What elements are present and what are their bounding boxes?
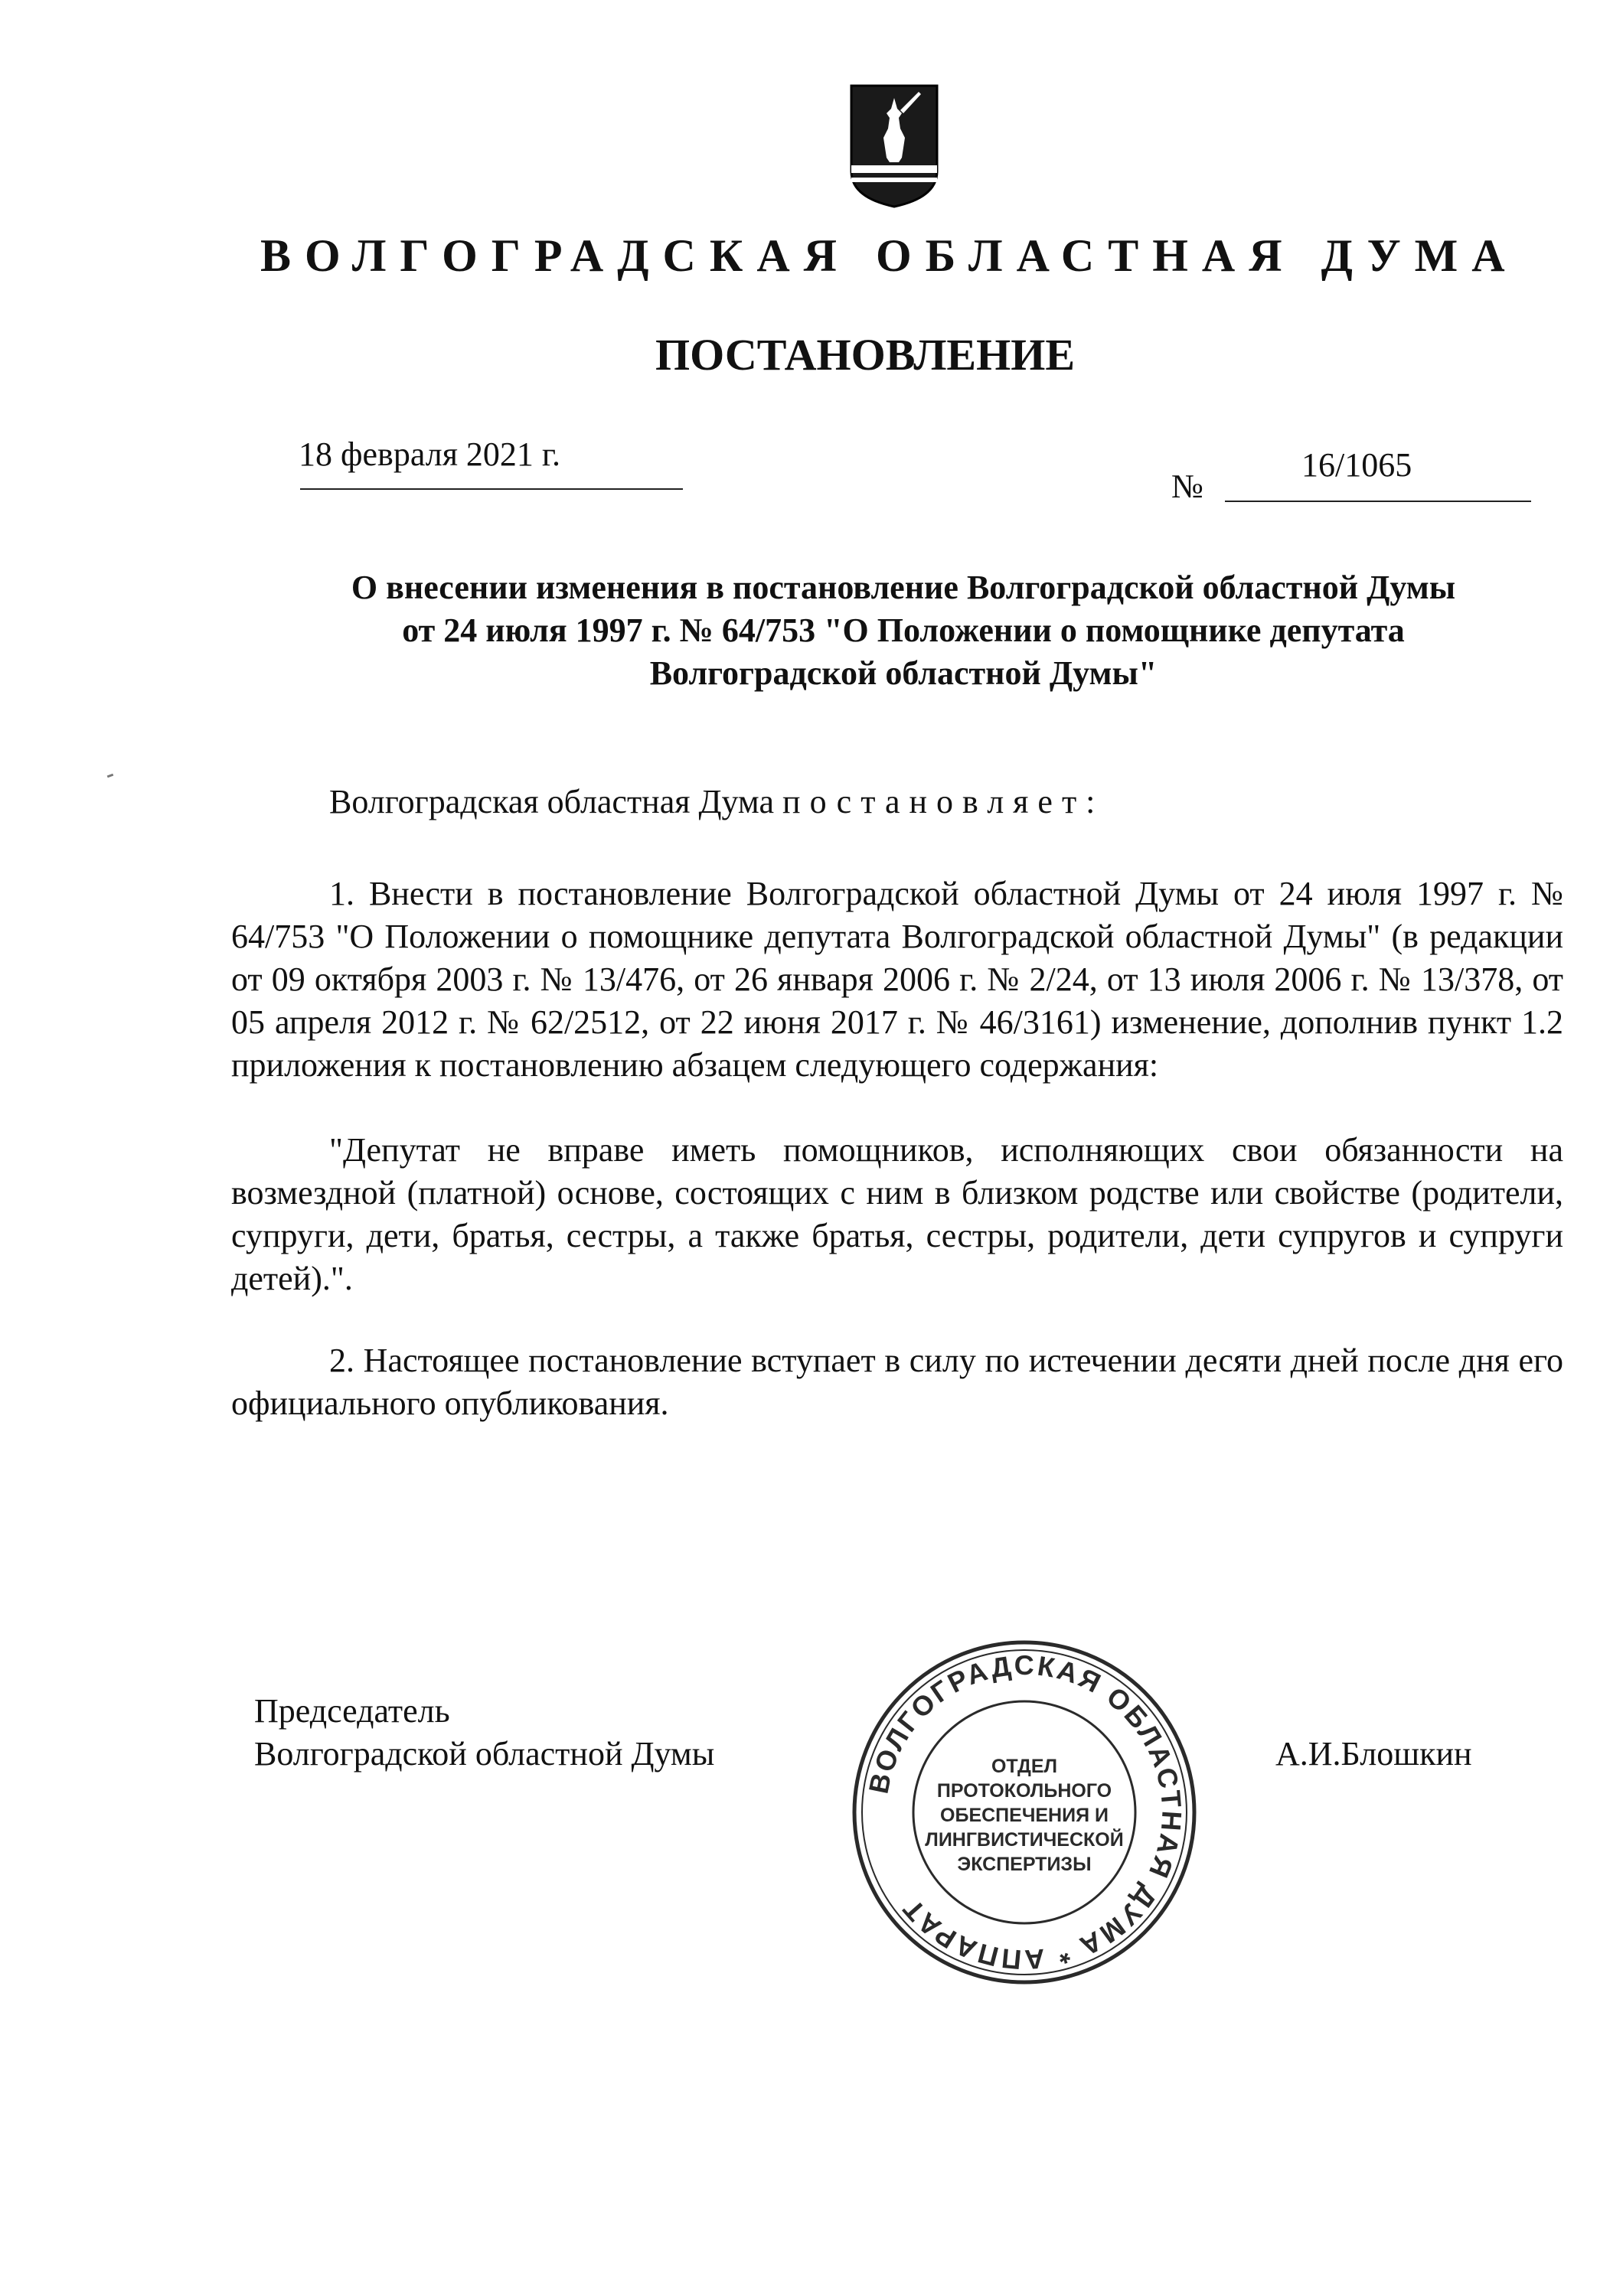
stamp-center-line-1: ОТДЕЛ [991, 1756, 1058, 1777]
signatory-title-line-2: Волгоградской областной Думы [254, 1735, 715, 1773]
organization-name: ВОЛГОГРАДСКАЯ ОБЛАСТНАЯ ДУМА [260, 230, 1519, 281]
official-stamp [848, 1636, 1200, 1988]
number-underline [1225, 501, 1531, 502]
paragraph-item-2: 2. Настоящее постановление вступает в силу по истечении десяти дней после дня его официального опубликования. [231, 1342, 1563, 1422]
intro-decides: постановляет: [782, 783, 1105, 820]
document-title [253, 566, 1554, 695]
document-number: 16/1065 [1301, 446, 1412, 484]
stamp-center-line-3: ОБЕСПЕЧЕНИЯ И [940, 1805, 1109, 1826]
title-line-3: Волгоградской областной Думы" [649, 654, 1158, 692]
stamp-center-line-5: ЭКСПЕРТИЗЫ [957, 1854, 1092, 1875]
intro-prefix: Волгоградская областная Дума [329, 783, 783, 820]
stamp-center-line-2: ПРОТОКОЛЬНОГО [936, 1780, 1112, 1802]
number-sign: № [1171, 468, 1203, 505]
paragraph-quote: "Депутат не вправе иметь помощников, исполняющих свои обязанности на возмездной (платной) основе, состоящих с ним в близком родстве или свойстве (родители, супруги, дети, братья, сестры, а также братья, сестры, родители, дети супругов и супруги детей).". [231, 1131, 1563, 1297]
resolution-intro [329, 782, 1104, 821]
title-line-1: О внесении изменения в постановление Волгоградской областной Думы [351, 569, 1456, 606]
coat-of-arms-emblem [848, 83, 940, 210]
date-underline [300, 488, 683, 490]
stamp-center-line-4: ЛИНГВИСТИЧЕСКОЙ [925, 1829, 1124, 1851]
signatory-title-line-1: Председатель [254, 1692, 450, 1730]
paragraph-item-1: 1. Внести в постановление Волгоградской областной Думы от 24 июля 1997 г. № 64/753 "О Положении о помощнике депутата Волгоградской областной Думы" (в редакции от 09 октября 2003 г. № 13/476, от 26 января 2006 г. № 2/24, от 13 июля 2006 г. № 13/378, от 05 апреля 2012 г. № 62/2512, от 22 июня 2017 г. № 46/3161) изменение, дополнив пункт 1.2 приложения к постановлению абзацем следующего содержания: [231, 875, 1563, 1084]
stamp-ring-text: ВОЛГОГРАДСКАЯ ОБЛАСТНАЯ ДУМА * АППАРАТ [862, 1649, 1188, 1976]
title-line-2: от 24 июля 1997 г. № 64/753 "О Положении о помощнике депутата [402, 612, 1405, 649]
document-date: 18 февраля 2021 г. [299, 435, 561, 473]
scan-mark [107, 774, 114, 778]
document-type-heading: ПОСТАНОВЛЕНИЕ [655, 330, 1076, 380]
signatory-name: А.И.Блошкин [1275, 1735, 1472, 1773]
